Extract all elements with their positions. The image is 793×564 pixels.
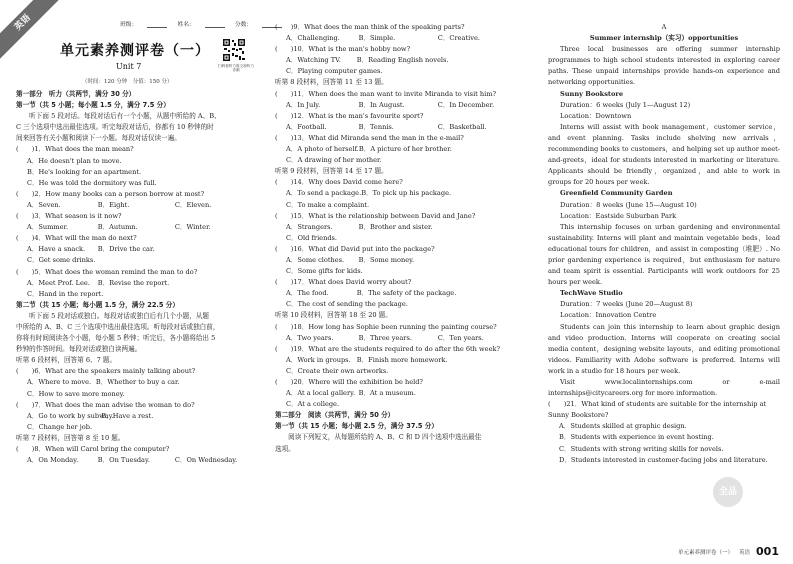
option-row — [275, 388, 517, 399]
question-stem: ( )19．What are the students required to do after the 6th week? — [275, 344, 501, 353]
answer-option[interactable] — [440, 355, 517, 366]
section-heading: Greenfield Community Garden — [560, 189, 673, 198]
footer-subject: 英语 — [739, 549, 751, 556]
section-heading: 第一节（共 5 小题；每小题 1.5 分，满分 7.5 分） — [16, 101, 170, 110]
answer-option[interactable]: B．The safety of the package. — [356, 289, 457, 298]
answer-option[interactable] — [440, 288, 517, 299]
text-line: 听第 10 段材料，回答第 18 至 20 题。 — [275, 311, 392, 320]
answer-option[interactable]: C．To make a complaint. — [286, 200, 370, 209]
option-row — [275, 55, 517, 66]
question-stem: ( )12．What is the man's favourite sport? — [275, 111, 424, 120]
footer-label: 单元素养测评卷（一） — [678, 549, 734, 556]
question-stem: ( )17．What does David worry about? — [275, 278, 412, 287]
answer-option[interactable]: C．Get some drinks. — [27, 256, 96, 265]
subject-tag: 英语 — [0, 0, 61, 61]
answer-option[interactable]: B．Finish more homework. — [356, 355, 448, 364]
name-field[interactable]: 姓名： — [177, 22, 195, 28]
answer-option[interactable]: B．Brother and sister. — [358, 222, 433, 231]
answer-option[interactable]: B．Tennis. — [358, 122, 394, 131]
question-stem: ( )5．What does the woman remind the man to do? — [16, 267, 198, 276]
answer-option[interactable]: C．Creative. — [437, 34, 480, 43]
unit-label: Unit 7 — [116, 62, 142, 71]
answer-option[interactable]: A．Have a snack. — [27, 245, 86, 254]
answer-option[interactable]: B．To pick up his package. — [361, 189, 452, 198]
text-line: 秒钟的作答时间。每段对话或独白读两遍。 — [16, 345, 142, 354]
answer-option[interactable]: A．Football. — [286, 122, 327, 131]
answer-option[interactable]: C．How to save more money. — [27, 389, 125, 398]
page-title: 单元素养测评卷（一） — [60, 43, 210, 59]
section-heading: 第一节（共 15 小题；每小题 2.5 分，满分 37.5 分） — [275, 422, 438, 431]
answer-option[interactable] — [177, 411, 252, 422]
answer-option[interactable]: C．At a college. — [286, 400, 340, 409]
question-stem: ( )4．What will the man do next? — [16, 234, 137, 243]
answer-option[interactable]: A．On Monday. — [27, 456, 79, 465]
question-stem: ( )11．When does the man want to invite Miranda to visit him? — [275, 89, 497, 98]
answer-option[interactable]: B．Drive the car. — [97, 245, 155, 254]
question-stem: ( )1．What does the man mean? — [16, 145, 134, 154]
answer-option[interactable] — [438, 388, 517, 399]
answer-option[interactable]: C．Students with strong writing skills for novels. — [559, 444, 724, 453]
text-line: 听第 6 段材料，回答第 6、7 题。 — [16, 356, 117, 365]
answer-option[interactable]: C．Some gifts for kids. — [286, 267, 363, 276]
text-line: Interns will assist with book management，customer service，and event planning. Tasks include shelving new arrivals，recommending books to customers，and helping set up author meet-and-greets，ideal for students interested in marketing or literature. Applicants should be friendly，organized，and able to work in groups for 20 hours per week. — [548, 122, 780, 187]
answer-option[interactable]: B．Autumn. — [97, 223, 138, 232]
time-info: （时间：120 分钟 分值：150 分） — [82, 79, 173, 85]
question-stem: ( )16．What did David put into the package? — [275, 244, 435, 253]
answer-option[interactable]: A．A photo of herself. — [286, 145, 359, 154]
text-line: Location：Eastside Suburban Park — [560, 211, 677, 220]
answer-option[interactable]: C．Old friends. — [286, 233, 338, 242]
answer-option[interactable]: A．Students skilled at graphic design. — [559, 422, 687, 431]
text-line: This internship focuses on urban gardening and environmental sustainability. Interns will plant and maintain vegetable beds，lead educational tours for children，and assist in composting（堆肥）. No prior gardening experience is required，but enthusiasm for nature and team spirit is essential. Participants will work outdoors for 25 hours per week. — [548, 222, 780, 287]
question-stem: ( )7．What does the man advise the woman to do? — [16, 400, 195, 409]
text-line: Duration：8 weeks (June 15—August 10) — [560, 200, 697, 209]
answer-option[interactable]: A．Summer. — [27, 223, 69, 232]
question-stem: ( )18．How long has Sophie been running the painting course? — [275, 322, 497, 331]
text-line: 中所给的 A、B、C 三个选项中选出最佳选项。听每段对话或独白前， — [16, 322, 220, 331]
answer-option[interactable]: A．Meet Prof. Lee. — [27, 278, 90, 287]
answer-option[interactable]: B．A picture of her brother. — [358, 145, 452, 154]
option-row — [16, 222, 252, 233]
text-line: 选项。 — [275, 444, 295, 453]
text-line: 阅读下列短文，从每题所给的 A、B、C 和 D 四个选项中选出最佳 — [275, 433, 482, 442]
answer-option[interactable]: C．Hand in the report. — [27, 289, 104, 298]
answer-option[interactable]: A．Two years. — [286, 333, 334, 342]
text-line: Duration：6 weeks (July 1—August 12) — [560, 100, 691, 109]
text-line: 听第 9 段材料，回答第 14 至 17 题。 — [275, 167, 388, 176]
answer-option[interactable] — [444, 188, 517, 199]
class-field[interactable]: 班级： — [120, 22, 138, 28]
answer-option[interactable] — [438, 255, 517, 266]
answer-option[interactable]: C．Change her job. — [27, 422, 93, 431]
answer-option[interactable]: C．The cost of sending the package. — [286, 300, 408, 309]
section-heading: Summer internship（实习）opportunities — [589, 34, 739, 43]
section-heading: Sunny Bookstore — [560, 89, 624, 98]
text-line: 间来回答有关小题和阅读下一小题。每段对话仅读一遍。 — [16, 134, 181, 143]
question-stem: ( )10．What is the man's hobby now? — [275, 45, 411, 54]
section-heading: 第一部分 听力（共两节，满分 30 分） — [16, 90, 136, 98]
answer-option[interactable]: D．Students interested in customer-facing jobs and literature. — [559, 455, 768, 464]
option-row — [275, 33, 517, 44]
option-row — [275, 222, 517, 233]
answer-option[interactable]: C．Eleven. — [174, 200, 212, 209]
student-info-fields — [120, 19, 282, 28]
option-row — [275, 100, 517, 111]
question-stem: ( )3．What season is it now? — [16, 212, 122, 221]
answer-option[interactable]: A．Go to work by subway. — [27, 411, 114, 420]
answer-option[interactable]: A．Where to move. — [27, 378, 92, 387]
score-field[interactable]: 分数： — [234, 22, 253, 28]
answer-option[interactable]: B．Have a rest. — [101, 411, 154, 420]
text-line: Location：Innovation Centre — [560, 311, 657, 320]
option-row — [16, 455, 252, 466]
text-line: Location：Downtown — [560, 111, 632, 120]
answer-option[interactable]: B．Eight. — [97, 200, 130, 209]
option-row — [16, 244, 252, 255]
answer-option[interactable]: C．In December. — [437, 100, 495, 109]
text-line: Students can join this internship to learn about graphic design and video production. Interns will cooperate on creating social media content，designing website layouts，and editing promotional videos. Familiarity with Adobe software is preferred. Interns will work in a studio for 18 hours per week. — [548, 322, 780, 375]
page-footer — [678, 545, 779, 558]
answer-option[interactable] — [177, 377, 252, 388]
text-line: 听第 7 段材料，回答第 8 至 10 题。 — [16, 433, 125, 442]
option-row — [16, 377, 252, 388]
text-line: Three local businesses are offering summer internship programmes to high school students interested in exploring career paths. These unpaid internships provide hands-on experience and networking opportunities. — [548, 45, 780, 87]
answer-option[interactable] — [442, 144, 517, 155]
subject-ribbon — [0, 0, 64, 64]
section-heading: 第二部分 阅读（共两节，满分 50 分） — [275, 411, 395, 420]
answer-option[interactable]: A．Some clothes. — [286, 255, 345, 264]
answer-option[interactable]: B．Simple. — [358, 34, 396, 43]
answer-option[interactable]: A．Watching TV. — [286, 56, 341, 65]
question-stem: ( )14．Why does David come here? — [275, 178, 403, 187]
text-line: 听下面 5 段对话或独白。每段对话或独白后有几个小题，从题 — [16, 311, 210, 320]
answer-option[interactable]: B．He's looking for an apartment. — [27, 167, 142, 176]
answer-option[interactable]: A．Challenging. — [286, 34, 340, 43]
answer-option[interactable]: A．In July. — [286, 100, 321, 109]
text-line: 你将有时间阅读各个小题，每小题 5 秒钟；听完后，各小题将给出 5 — [16, 334, 216, 343]
column-1 — [16, 89, 252, 466]
answer-option[interactable]: A．He doesn't plan to move. — [27, 156, 122, 165]
section-heading: 第二节（共 15 小题；每小题 1.5 分，满分 22.5 分） — [16, 300, 179, 309]
option-row — [16, 411, 252, 422]
question-stem: ( )13．What did Miranda send the man in the e-mail? — [275, 133, 464, 142]
option-row — [275, 122, 517, 133]
text-line: C 三个选项中选出最佳选项。听完每段对话后，你都有 10 秒钟的时 — [16, 123, 214, 132]
question-stem: ( )21．What kind of students are suitable for the internship at Sunny Bookstore? — [548, 400, 767, 420]
answer-option[interactable]: A．Seven. — [27, 200, 61, 209]
answer-option[interactable]: C．Playing computer games. — [286, 67, 383, 76]
answer-option[interactable]: A．Strangers. — [286, 222, 333, 231]
answer-option[interactable]: C．Winter. — [174, 223, 211, 232]
answer-option[interactable]: C．On Wednesday. — [174, 456, 238, 465]
answer-option[interactable]: C．A drawing of her mother. — [286, 156, 382, 165]
answer-option[interactable]: B．Students with experience in event hosting. — [559, 433, 714, 442]
text-line: A — [661, 23, 667, 31]
answer-option[interactable]: A．At a local gallery. — [286, 389, 356, 398]
answer-option[interactable] — [440, 55, 517, 66]
option-row — [275, 333, 517, 344]
column-2 — [275, 22, 517, 455]
publisher-stamp: 全品 — [713, 477, 743, 507]
answer-option[interactable]: A．The food. — [286, 289, 329, 298]
answer-option[interactable] — [175, 244, 252, 255]
question-stem: ( )8．When will Carol bring the computer? — [16, 445, 170, 453]
answer-option[interactable]: B．At a museum. — [358, 389, 416, 398]
answer-option[interactable] — [438, 222, 517, 233]
answer-option[interactable]: C．He was told the dormitory was full. — [27, 178, 157, 187]
option-row — [275, 144, 517, 155]
answer-option[interactable] — [175, 278, 252, 289]
answer-option[interactable]: A．Work in groups. — [286, 355, 351, 364]
option-row — [16, 200, 252, 211]
answer-option[interactable]: C．Basketball. — [437, 122, 487, 131]
option-row — [275, 355, 517, 366]
answer-option[interactable]: B．On Tuesday. — [97, 456, 150, 465]
qr-caption: 扫码看听力原文和听力音频 — [218, 64, 254, 73]
question-stem: ( )6．What are the speakers mainly talking about? — [16, 367, 196, 376]
answer-option[interactable]: B．In August. — [358, 100, 405, 109]
column-3 — [548, 22, 780, 466]
page-number: 001 — [756, 545, 779, 558]
section-heading: TechWave Studio — [560, 289, 623, 298]
option-row — [275, 188, 517, 199]
answer-option[interactable]: C．Ten years. — [437, 333, 484, 342]
text-line: 听下面 5 段对话。每段对话后有一个小题，从题中所给的 A、B、 — [16, 112, 221, 121]
question-stem: ( )2．How many books can a person borrow at most? — [16, 189, 205, 198]
text-line: 听第 8 段材料，回答第 11 至 13 题。 — [275, 78, 388, 87]
answer-option[interactable]: C．Create their own artworks. — [286, 366, 389, 375]
text-line: Visit www.localinternships.com or e-mail internships@citycareers.org for more information. — [548, 378, 780, 398]
answer-option[interactable]: B．Whether to buy a car. — [95, 378, 180, 387]
answer-option[interactable]: A．To send a package. — [286, 189, 362, 198]
answer-option[interactable]: B．Some money. — [358, 255, 415, 264]
qr-code-icon[interactable] — [222, 38, 246, 62]
answer-option[interactable]: B．Revise the report. — [97, 278, 170, 287]
question-stem: ( )20．Where will the exhibition be held? — [275, 378, 423, 386]
option-row — [275, 288, 517, 299]
text-line: Duration：7 weeks (June 20—August 8) — [560, 300, 693, 309]
question-stem: ( )9．What does the man think of the speaking parts? — [275, 23, 465, 31]
answer-option[interactable]: B．Three years. — [358, 333, 412, 342]
option-row — [275, 255, 517, 266]
option-row — [16, 278, 252, 289]
answer-option[interactable]: B．Reading English novels. — [356, 56, 449, 65]
question-stem: ( )15．What is the relationship between David and Jane? — [275, 211, 476, 220]
